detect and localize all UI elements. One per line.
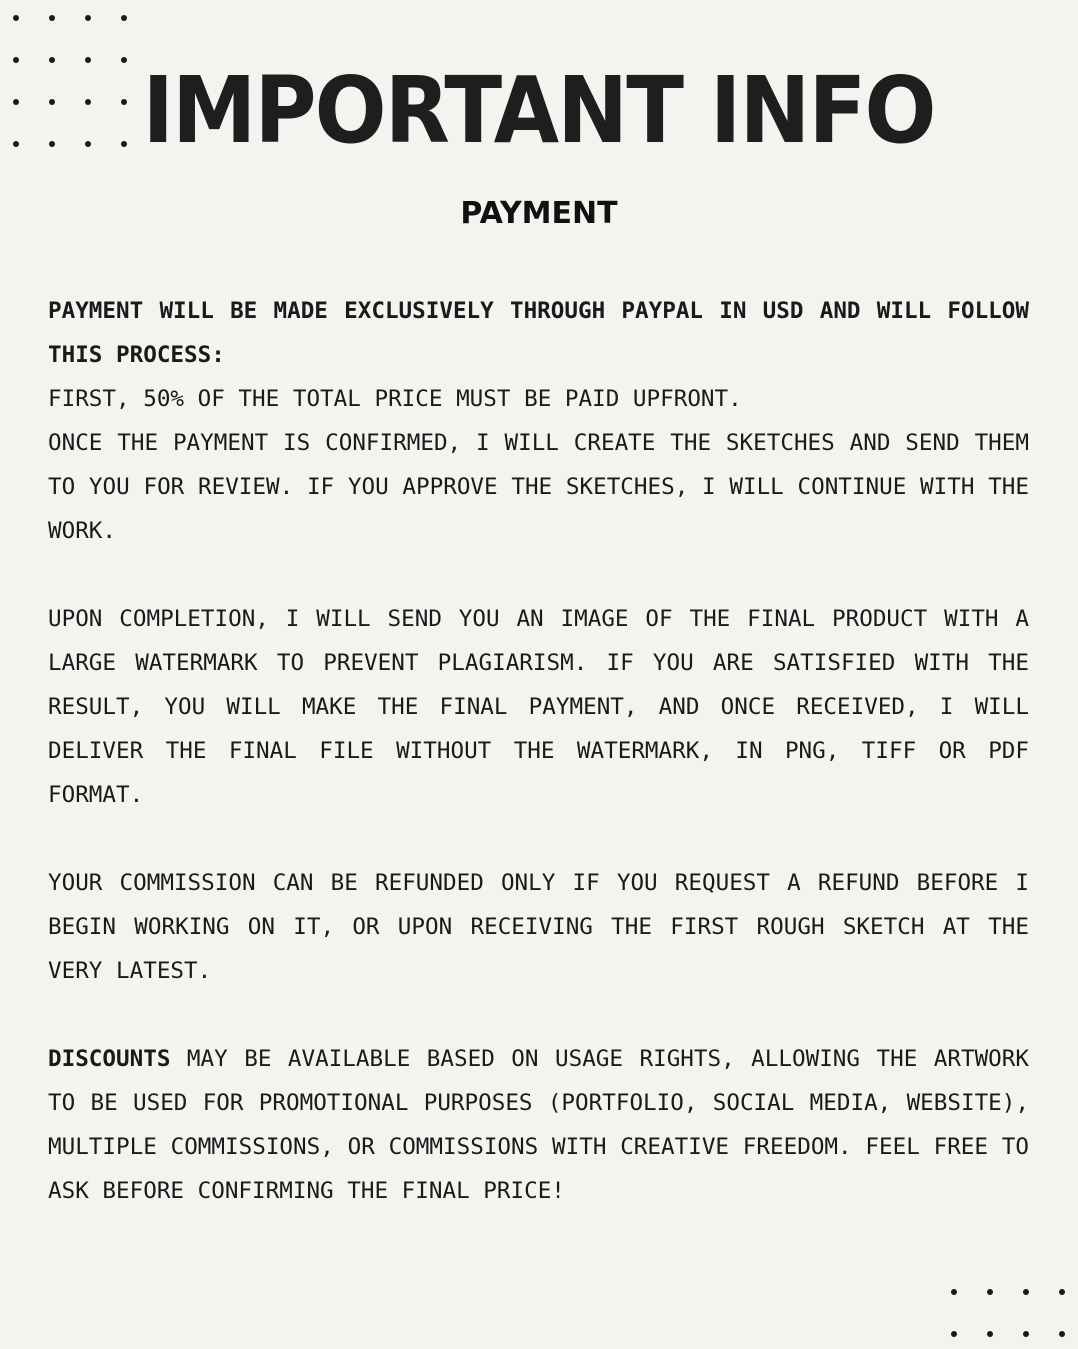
completion-paragraph: UPON COMPLETION, I WILL SEND YOU AN IMAGE OF THE FINAL PRODUCT WITH A LARGE WATERMARK TO PREVENT PLAGIARISM. IF YOU ARE SATISFIED WITH THE RESULT, YOU WILL MAKE THE FINAL PAYMENT, AND ONCE RECEIVED, I WILL DELIVER THE FINAL FILE WITHOUT THE WATERMARK, IN PNG, TIFF OR PDF FORMAT. [48,606,1029,808]
refund-paragraph: YOUR COMMISSION CAN BE REFUNDED ONLY IF YOU REQUEST A REFUND BEFORE I BEGIN WORKING ON IT, OR UPON RECEIVING THE FIRST ROUGH SKETCH AT THE VERY LATEST. [48,870,1029,984]
payment-info-body [48,289,1029,1257]
dot [1023,1331,1029,1337]
dot [121,15,127,21]
discounts-text: MAY BE AVAILABLE BASED ON USAGE RIGHTS, ALLOWING THE ARTWORK TO BE USED FOR PROMOTIONAL PURPOSES (PORTFOLIO, SOCIAL MEDIA, WEBSITE), MULTIPLE COMMISSIONS, OR COMMISSIONS WITH CREATIVE FREEDOM. FEEL FREE TO ASK BEFORE CONFIRMING THE FINAL PRICE! [48,1046,1029,1204]
dot [951,1331,957,1337]
payment-intro-paragraph [48,289,1029,377]
payment-step-once: ONCE THE PAYMENT IS CONFIRMED, I WILL CREATE THE SKETCHES AND SEND THEM TO YOU FOR REVIEW. IF YOU APPROVE THE SKETCHES, I WILL CONTINUE WITH THE WORK. [48,430,1029,544]
dot [13,15,19,21]
discounts-paragraph [48,1037,1029,1213]
dot [85,15,91,21]
payment-intro-bold: PAYMENT WILL BE MADE EXCLUSIVELY THROUGH PAYPAL IN USD AND WILL FOLLOW THIS PROCESS: [48,298,1029,368]
payment-step-first: FIRST, 50% OF THE TOTAL PRICE MUST BE PAID UPFRONT. [48,386,742,412]
dot [1023,1289,1029,1295]
decorative-dot-grid-bottom-right [951,1289,1065,1337]
discounts-bold: DISCOUNTS [48,1046,171,1072]
dot [987,1289,993,1295]
section-heading-payment: PAYMENT [460,196,618,231]
dot [1059,1331,1065,1337]
dot [1059,1289,1065,1295]
page-title-text: IMPORTANT INFO [142,57,936,164]
dot [987,1331,993,1337]
dot [49,15,55,21]
page-title [0,56,1078,166]
dot [951,1289,957,1295]
